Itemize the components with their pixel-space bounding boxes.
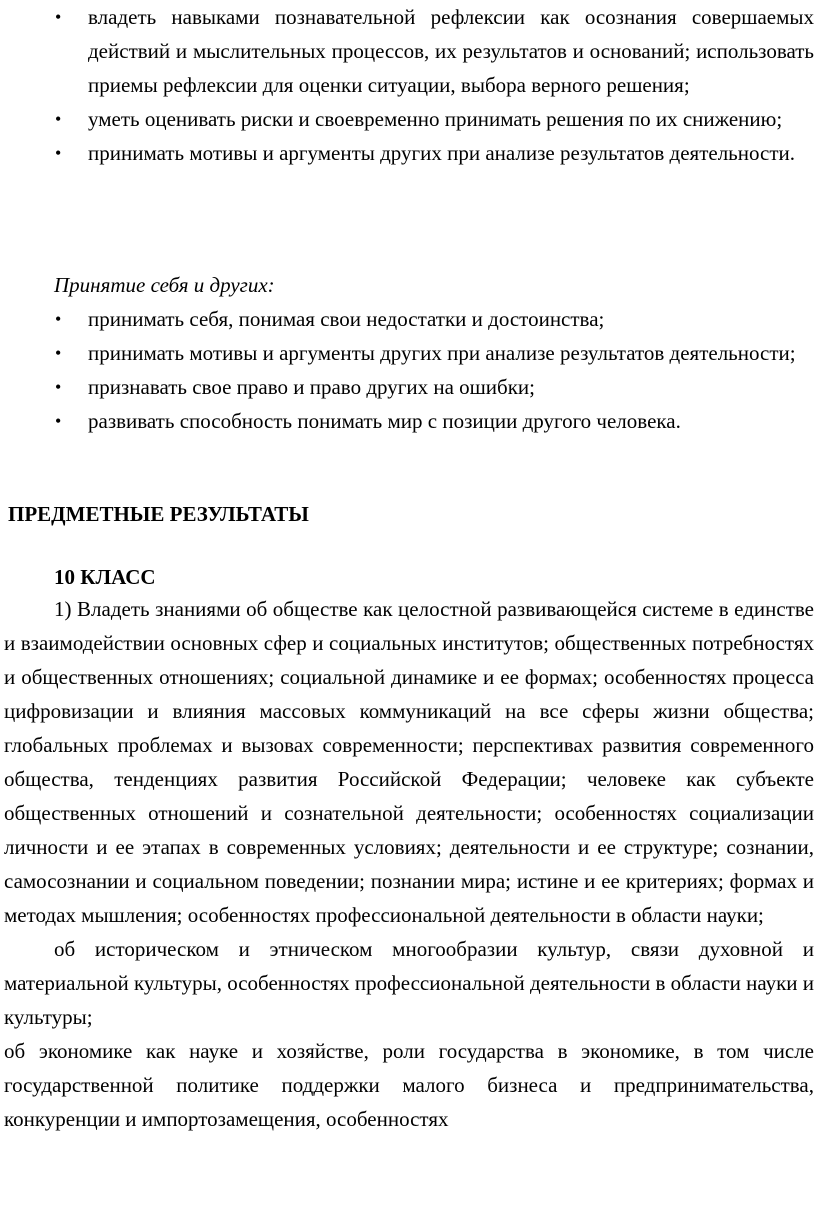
list-item: • уметь оценивать риски и своевременно принимать решения по их снижению; (0, 102, 816, 136)
paragraph: 1) Владеть знаниями об обществе как целостной развивающейся системе в единстве и взаимодействии основных сфер и социальных институтов; общественных потребностях и общественных отношениях; социальной динамике и ее формах; особенностях процесса цифровизации и влияния массовых коммуникаций на все сферы жизни общества; глобальных проблемах и вызовах современности; перспективах развития современного общества, тенденциях развития Российской Федерации; человеке как субъекте общественных отношений и сознательной деятельности; особенностях социализации личности и ее этапах в современных условиях; деятельности и ее структуре; сознании, самосознании и социальном поведении; познании мира; истине и ее критериях; формах и методах мышления; особенностях профессиональной деятельности в области науки; (4, 597, 814, 927)
grade-title: 10 КЛАСС (54, 565, 156, 589)
paragraph: об историческом и этническом многообразии культур, связи духовной и материальной культуры, особенностях профессиональной деятельности в области науки и культуры; (4, 937, 814, 1029)
list-item: • принимать себя, понимая свои недостатки и достоинства; (0, 302, 816, 336)
list-item: • владеть навыками познавательной рефлексии как осознания совершаемых действий и мыслительных процессов, их результатов и оснований; использовать приемы рефлексии для оценки ситуации, выбора верного решения; (0, 0, 816, 102)
subheading-self-acceptance: Принятие себя и других: (54, 273, 275, 297)
self-acceptance-list (0, 302, 816, 438)
list-item: • признавать свое право и право других на ошибки; (0, 370, 816, 404)
list-item: • принимать мотивы и аргументы других при анализе результатов деятельности; (0, 336, 816, 370)
reflection-skills-list (0, 0, 816, 170)
section-title: ПРЕДМЕТНЫЕ РЕЗУЛЬТАТЫ (8, 502, 309, 526)
body-text (4, 592, 814, 1136)
paragraph: об экономике как науке и хозяйстве, роли государства в экономике, в том числе государственной политике поддержки малого бизнеса и предпринимательства, конкуренции и импортозамещения, особенностях (4, 1039, 814, 1131)
list-item: • принимать мотивы и аргументы других при анализе результатов деятельности. (0, 136, 816, 170)
list-item: • развивать способность понимать мир с позиции другого человека. (0, 404, 816, 438)
